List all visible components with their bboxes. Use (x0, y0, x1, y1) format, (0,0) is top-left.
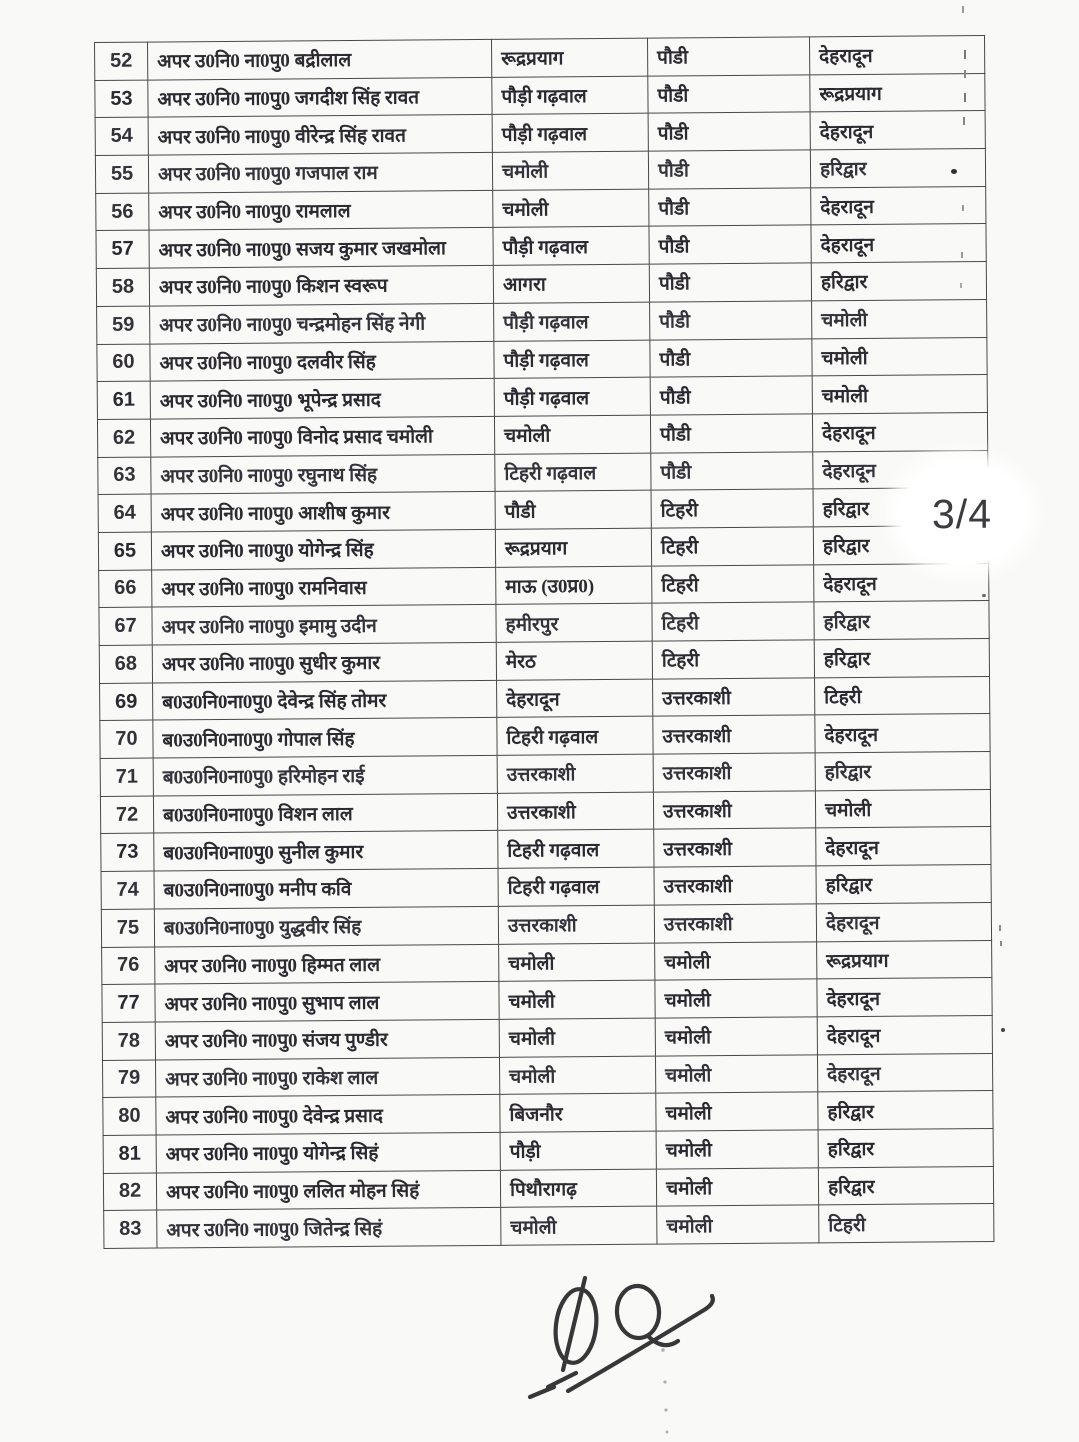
row-number: 70 (100, 720, 153, 758)
district-col-1: चमोली (493, 189, 649, 228)
row-number: 83 (104, 1210, 157, 1248)
district-col-3: देहरादून (809, 36, 984, 75)
district-col-3: हरिद्वार (811, 262, 986, 301)
row-number: 71 (100, 758, 153, 796)
officer-name: अपर उ0नि0 ना0पु0 भूपेन्द्र प्रसाद (150, 379, 494, 419)
district-col-1: टिहरी गढ़वाल (495, 453, 651, 492)
district-col-3: देहरादून (814, 563, 989, 602)
scan-speck (951, 169, 957, 174)
ink-drip-dots (661, 1348, 668, 1433)
district-col-1: मेरठ (496, 641, 652, 680)
district-col-2: उत्तरकाशी (653, 715, 815, 754)
district-col-3: हरिद्वार (813, 488, 988, 527)
district-col-2: चमोली (655, 1017, 817, 1056)
row-number: 57 (96, 231, 149, 269)
officer-name: अपर उ0नि0 ना0पु0 गजपाल राम (148, 152, 492, 192)
district-col-3: देहरादून (815, 714, 990, 753)
officer-name: ब0उ0नि0ना0पु0 देवेन्द्र सिंह तोमर (153, 680, 497, 720)
roster-table-body (95, 36, 994, 1249)
row-number: 82 (103, 1173, 156, 1211)
row-number: 59 (97, 306, 150, 344)
officer-name: अपर उ0नि0 ना0पु0 चन्द्रमोहन सिंह नेगी (150, 303, 494, 343)
officer-name: अपर उ0नि0 ना0पु0 बद्रीलाल (148, 39, 492, 79)
row-number: 75 (101, 909, 154, 947)
district-col-2: चमोली (655, 941, 817, 980)
row-number: 68 (99, 645, 152, 683)
district-col-2: पौडी (647, 37, 809, 76)
scan-dash (962, 205, 964, 211)
district-col-1: टिहरी गढ़वाल (498, 867, 654, 906)
officer-name: ब0उ0नि0ना0पु0 विशन लाल (153, 793, 497, 833)
row-number: 65 (98, 532, 151, 570)
district-col-2: पौडी (650, 338, 812, 377)
row-number: 72 (100, 796, 153, 834)
row-number: 55 (95, 155, 148, 193)
district-col-1: टिहरी गढ़वाल (498, 830, 654, 869)
district-col-3: देहरादून (817, 1053, 992, 1092)
officer-name: अपर उ0नि0 ना0पु0 रामलाल (149, 190, 493, 230)
district-col-2: पौडी (648, 150, 810, 189)
district-col-2: पौडी (650, 414, 812, 453)
row-number: 67 (99, 607, 152, 645)
district-col-3: हरिद्वार (818, 1128, 993, 1167)
district-col-1: हमीरपुर (496, 603, 652, 642)
officer-name: अपर उ0नि0 ना0पु0 राकेश लाल (155, 1057, 499, 1097)
district-col-1: पौड़ी गढ़वाल (493, 227, 649, 266)
district-col-2: पौडी (648, 75, 810, 114)
district-col-2: पौडी (650, 301, 812, 340)
district-col-1: बिजनौर (500, 1093, 656, 1132)
officer-name: अपर उ0नि0 ना0पु0 आशीष कुमार (151, 492, 495, 532)
district-col-1: चमोली (499, 1018, 655, 1057)
district-col-3: चमोली (812, 337, 987, 376)
officer-name: अपर उ0नि0 ना0पु0 रघुनाथ सिंह (151, 454, 495, 494)
scan-dash (964, 93, 966, 102)
district-col-1: रूद्रप्रयाग (495, 528, 651, 567)
officer-name: अपर उ0नि0 ना0पु0 योगेन्द्र सिंह (151, 529, 495, 569)
district-col-3: चमोली (812, 375, 987, 414)
officer-name: अपर उ0नि0 ना0पु0 सुभाप लाल (155, 982, 499, 1022)
district-col-1: उत्तरकाशी (497, 792, 653, 831)
district-col-2: पौडी (649, 263, 811, 302)
district-col-1: चमोली (499, 1056, 655, 1095)
row-number: 52 (95, 42, 148, 80)
row-number: 76 (102, 947, 155, 985)
scan-speck (982, 594, 986, 597)
row-number: 61 (97, 381, 150, 419)
officer-name: ब0उ0नि0ना0पु0 मनीप कवि (154, 868, 498, 908)
district-col-2: टिहरी (651, 527, 813, 566)
scan-dash (999, 925, 1001, 931)
district-col-1: उत्तरकाशी (497, 754, 653, 793)
district-col-2: टिहरी (652, 602, 814, 641)
district-col-2: चमोली (656, 1092, 818, 1131)
district-col-1: चमोली (499, 980, 655, 1019)
officer-name: ब0उ0नि0ना0पु0 हरिमोहन राई (153, 755, 497, 795)
district-col-1: रूद्रप्रयाग (491, 38, 647, 77)
officer-name: ब0उ0नि0ना0पु0 सुनील कुमार (154, 831, 498, 871)
district-col-1: पौडी (495, 490, 651, 529)
officer-name: अपर उ0नि0 ना0पु0 वीरेन्द्र सिंह रावत (148, 115, 492, 155)
district-col-2: टिहरी (652, 564, 814, 603)
officer-name: अपर उ0नि0 ना0पु0 दलवीर सिंह (150, 341, 494, 381)
district-col-1: चमोली (494, 415, 650, 454)
district-col-3: रूद्रप्रयाग (810, 73, 985, 112)
district-col-2: पौडी (651, 451, 813, 490)
officer-name: अपर उ0नि0 ना0पु0 जगदीश सिंह रावत (148, 77, 492, 117)
signature-diagonal-stroke (568, 1296, 713, 1391)
row-number: 60 (97, 344, 150, 382)
row-number: 81 (103, 1135, 156, 1173)
row-number: 54 (95, 117, 148, 155)
district-col-3: देहरादून (810, 111, 985, 150)
district-col-3: हरिद्वार (814, 638, 989, 677)
district-col-1: चमोली (499, 943, 655, 982)
district-col-2: उत्तरकाशी (654, 828, 816, 867)
district-col-2: उत्तरकाशी (653, 753, 815, 792)
district-col-1: पौड़ी गढ़वाल (494, 377, 650, 416)
district-col-1: चमोली (501, 1206, 657, 1245)
district-col-3: हरिद्वार (818, 1091, 993, 1130)
district-col-3: देहरादून (811, 224, 986, 263)
officer-name: ब0उ0नि0ना0पु0 युद्धवीर सिंह (154, 906, 498, 946)
district-col-2: चमोली (656, 1130, 818, 1169)
scan-dash (964, 70, 966, 78)
district-col-3: हरिद्वार (816, 865, 991, 904)
table-row (104, 1204, 994, 1249)
district-col-2: उत्तरकाशी (653, 678, 815, 717)
district-col-3: देहरादून (813, 450, 988, 489)
district-col-3: चमोली (812, 299, 987, 338)
officer-name: अपर उ0नि0 ना0पु0 विनोद प्रसाद चमोली (150, 416, 494, 456)
district-col-1: पौड़ी गढ़वाल (494, 340, 650, 379)
district-col-1: पौड़ी गढ़वाल (492, 76, 648, 115)
row-number: 80 (103, 1097, 156, 1135)
scan-dash (960, 283, 962, 288)
officer-name: अपर उ0नि0 ना0पु0 संजय पुण्डीर (155, 1019, 499, 1059)
district-col-3: हरिद्वार (813, 525, 988, 564)
transfer-roster-table (94, 35, 993, 1249)
scan-dash (961, 252, 963, 258)
district-col-3: हरिद्वार (815, 752, 990, 791)
scan-speck (1001, 1028, 1005, 1032)
signature (518, 1270, 742, 1442)
row-number: 62 (97, 419, 150, 457)
row-number: 78 (102, 1022, 155, 1060)
district-col-2: उत्तरकाशी (653, 791, 815, 830)
row-number: 53 (95, 80, 148, 118)
district-col-2: पौडी (650, 376, 812, 415)
scan-dash (964, 50, 966, 59)
officer-name: अपर उ0नि0 ना0पु0 सुधीर कुमार (152, 642, 496, 682)
officer-name: ब0उ0नि0ना0पु0 गोपाल सिंह (153, 718, 497, 758)
district-col-2: पौडी (649, 188, 811, 227)
officer-name: अपर उ0नि0 ना0पु0 जितेन्द्र सिहं (157, 1208, 501, 1248)
page-number-badge (899, 463, 1025, 565)
district-col-1: आगरा (493, 264, 649, 303)
district-col-3: टिहरी (815, 676, 990, 715)
district-col-3: टिहरी (819, 1204, 994, 1243)
district-col-1: टिहरी गढ़वाल (497, 717, 653, 756)
row-number: 74 (101, 871, 154, 909)
row-number: 56 (96, 193, 149, 231)
district-col-3: चमोली (815, 789, 990, 828)
district-col-2: टिहरी (652, 640, 814, 679)
district-col-1: माऊ (उ0प्र0) (496, 566, 652, 605)
district-col-3: देहरादून (816, 827, 991, 866)
row-number: 58 (96, 268, 149, 306)
district-col-3: देहरादून (812, 412, 987, 451)
scan-dash (962, 6, 964, 13)
row-number: 79 (102, 1060, 155, 1098)
scan-dash (1000, 941, 1002, 946)
district-col-1: पौड़ी गढ़वाल (492, 114, 648, 153)
district-col-1: पौड़ी (500, 1131, 656, 1170)
district-col-2: उत्तरकाशी (654, 866, 816, 905)
page-number-text: 3/4 (932, 490, 992, 537)
district-col-2: चमोली (657, 1205, 819, 1244)
district-col-1: देहरादून (497, 679, 653, 718)
district-col-3: हरिद्वार (818, 1166, 993, 1205)
district-col-2: उत्तरकाशी (654, 904, 816, 943)
row-number: 63 (98, 457, 151, 495)
district-col-3: रूद्रप्रयाग (817, 940, 992, 979)
district-col-1: चमोली (492, 151, 648, 190)
officer-name: अपर उ0नि0 ना0पु0 रामनिवास (152, 567, 496, 607)
officer-name: अपर उ0नि0 ना0पु0 सजय कुमार जखमोला (149, 228, 493, 268)
district-col-2: चमोली (655, 979, 817, 1018)
scan-dash (963, 117, 965, 125)
district-col-2: टिहरी (651, 489, 813, 528)
district-col-1: उत्तरकाशी (498, 905, 654, 944)
district-col-2: पौडी (648, 112, 810, 151)
district-col-1: पिथौरागढ़ (500, 1169, 656, 1208)
row-number: 77 (102, 984, 155, 1022)
officer-name: अपर उ0नि0 ना0पु0 हिम्मत लाल (155, 944, 499, 984)
district-col-3: देहरादून (817, 1015, 992, 1054)
row-number: 69 (100, 683, 153, 721)
signature-dash-stroke (530, 1387, 554, 1397)
district-col-3: हरिद्वार (810, 149, 985, 188)
district-col-2: चमोली (655, 1054, 817, 1093)
row-number: 64 (98, 494, 151, 532)
district-col-3: देहरादून (811, 186, 986, 225)
district-col-3: देहरादून (816, 902, 991, 941)
district-col-2: पौडी (649, 225, 811, 264)
officer-name: अपर उ0नि0 ना0पु0 देवेन्द्र प्रसाद (156, 1095, 500, 1135)
signature-underline-stroke (548, 1373, 576, 1387)
district-col-3: हरिद्वार (814, 601, 989, 640)
row-number: 73 (101, 833, 154, 871)
officer-name: अपर उ0नि0 ना0पु0 योगेन्द्र सिहं (156, 1132, 500, 1172)
district-col-3: देहरादून (817, 978, 992, 1017)
officer-name: अपर उ0नि0 ना0पु0 इमामु उदीन (152, 605, 496, 645)
officer-name: अपर उ0नि0 ना0पु0 किशन स्वरूप (149, 265, 493, 305)
district-col-2: चमोली (656, 1167, 818, 1206)
district-col-1: पौड़ी गढ़वाल (494, 302, 650, 341)
officer-name: अपर उ0नि0 ना0पु0 ललित मोहन सिहं (156, 1170, 500, 1210)
row-number: 66 (99, 570, 152, 608)
